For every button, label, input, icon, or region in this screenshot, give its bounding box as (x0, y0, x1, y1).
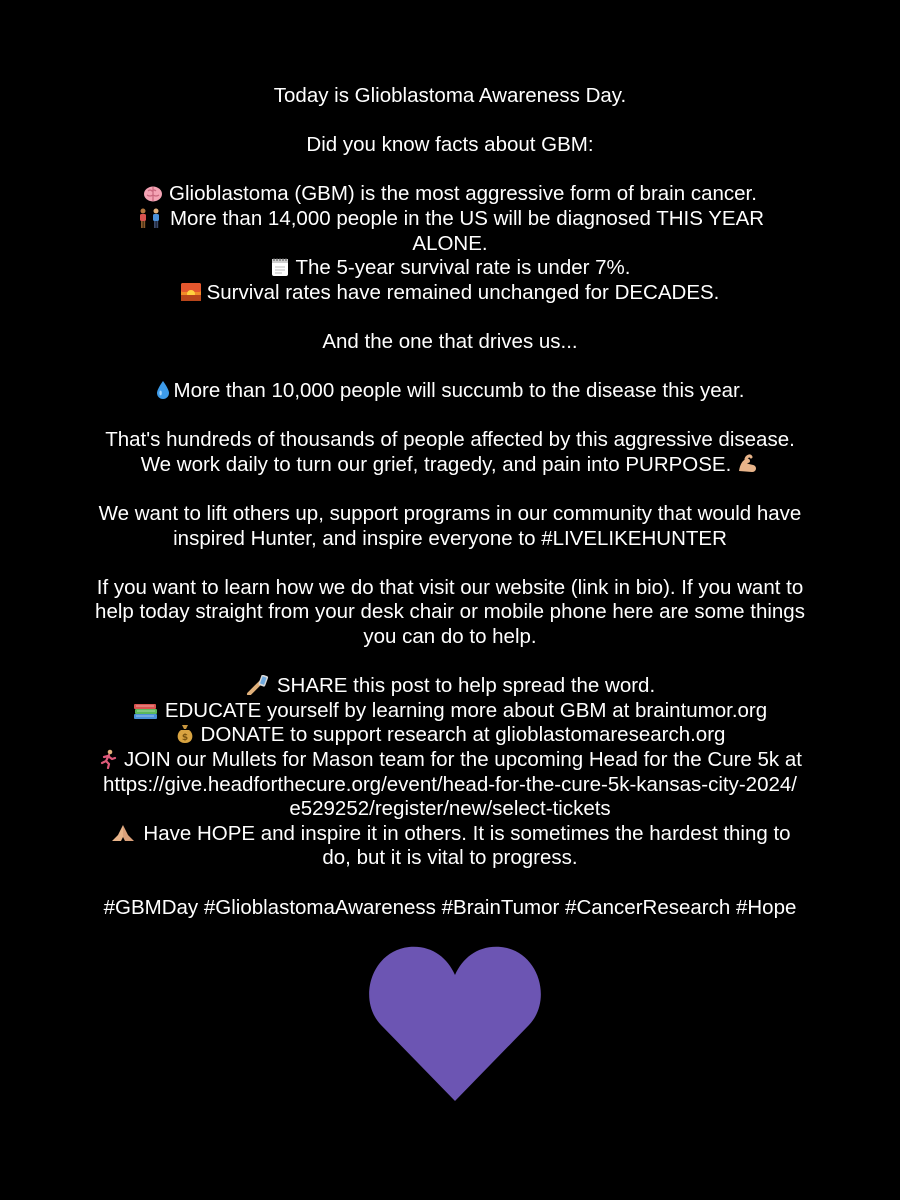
spacer (40, 404, 860, 429)
paragraph3-line-2: help today straight from your desk chair or mobile phone here are some things (95, 600, 805, 624)
fact-line-2 (40, 207, 860, 232)
fact-text-5: Survival rates have remained unchanged for DECADES. (206, 280, 720, 304)
action-join (40, 748, 860, 773)
selfie-icon (245, 675, 271, 695)
spacer (40, 871, 860, 896)
brain-icon (143, 183, 163, 203)
action-hope-text: Have HOPE and inspire it in others. It is sometimes the hardest thing to (143, 821, 791, 845)
action-join-url-2: e529252/register/new/select-tickets (289, 797, 611, 821)
paragraph2-line-1: We want to lift others up, support programs in our community that would have (98, 502, 802, 526)
action-hope (40, 822, 860, 847)
paragraph3-line-3: you can do to help. (363, 625, 537, 649)
spacer (40, 650, 860, 675)
post-title: Today is Glioblastoma Awareness Day. (273, 84, 627, 107)
post-text (40, 84, 860, 920)
fact-line-3: ALONE. (412, 231, 488, 255)
svg-text:$: $ (181, 733, 188, 744)
action-hope-line-2: do, but it is vital to progress. (322, 846, 578, 870)
action-educate (40, 699, 860, 724)
action-educate-text: EDUCATE yourself by learning more about GBM at braintumor.org (164, 698, 768, 722)
droplet-icon (156, 380, 170, 400)
action-share-text: SHARE this post to help spread the word. (276, 674, 656, 698)
books-icon (133, 700, 159, 720)
fact-text-4: The 5-year survival rate is under 7%. (295, 256, 631, 280)
post-intro: Did you know facts about GBM: (306, 133, 594, 157)
people-icon (136, 208, 164, 228)
calendar-icon (270, 257, 290, 277)
action-share (40, 674, 860, 699)
action-donate-text: DONATE to support research at glioblastomaresearch.org (200, 723, 726, 747)
fact-line-1 (40, 182, 860, 207)
spacer (40, 551, 860, 576)
runner-icon (98, 749, 118, 769)
money-bag-icon (175, 724, 195, 744)
paragraph2-line-2: inspired Hunter, and inspire everyone to #LIVELIKEHUNTER (173, 526, 727, 550)
fact-text-1: Glioblastoma (GBM) is the most aggressive form of brain cancer. (169, 182, 757, 206)
hashtags: #GBMDay #GlioblastomaAwareness #BrainTumor #CancerResearch #Hope (103, 895, 797, 919)
spacer (40, 109, 860, 134)
action-join-text: JOIN our Mullets for Mason team for the upcoming Head for the Cure 5k at (124, 748, 802, 772)
spacer (40, 355, 860, 380)
spacer (40, 305, 860, 330)
fact-line-5 (40, 281, 860, 306)
paragraph1-line-1: That's hundreds of thousands of people affected by this aggressive disease. (105, 428, 795, 452)
spacer (40, 478, 860, 503)
paragraph1-text-2: We work daily to turn our grief, tragedy, and pain into PURPOSE. (140, 452, 732, 476)
paragraph1-line-2 (40, 453, 860, 478)
action-join-url-1: https://give.headforthecure.org/event/head-for-the-cure-5k-kansas-city-2024/ (103, 772, 797, 796)
praying-hands-icon (109, 823, 137, 843)
succumb-line (40, 379, 860, 404)
purple-heart-icon (369, 945, 541, 1101)
fact-text-2: More than 14,000 people in the US will be diagnosed THIS YEAR (169, 206, 765, 230)
sunset-icon (181, 282, 201, 302)
flexed-biceps-icon (737, 454, 759, 474)
paragraph3-line-1: If you want to learn how we do that visit our website (link in bio). If you want to (96, 575, 804, 599)
drives-us-text: And the one that drives us... (322, 329, 578, 353)
succumb-text: More than 10,000 people will succumb to the disease this year. (173, 379, 745, 403)
action-donate (40, 723, 860, 748)
spacer (40, 158, 860, 183)
fact-line-4 (40, 256, 860, 281)
